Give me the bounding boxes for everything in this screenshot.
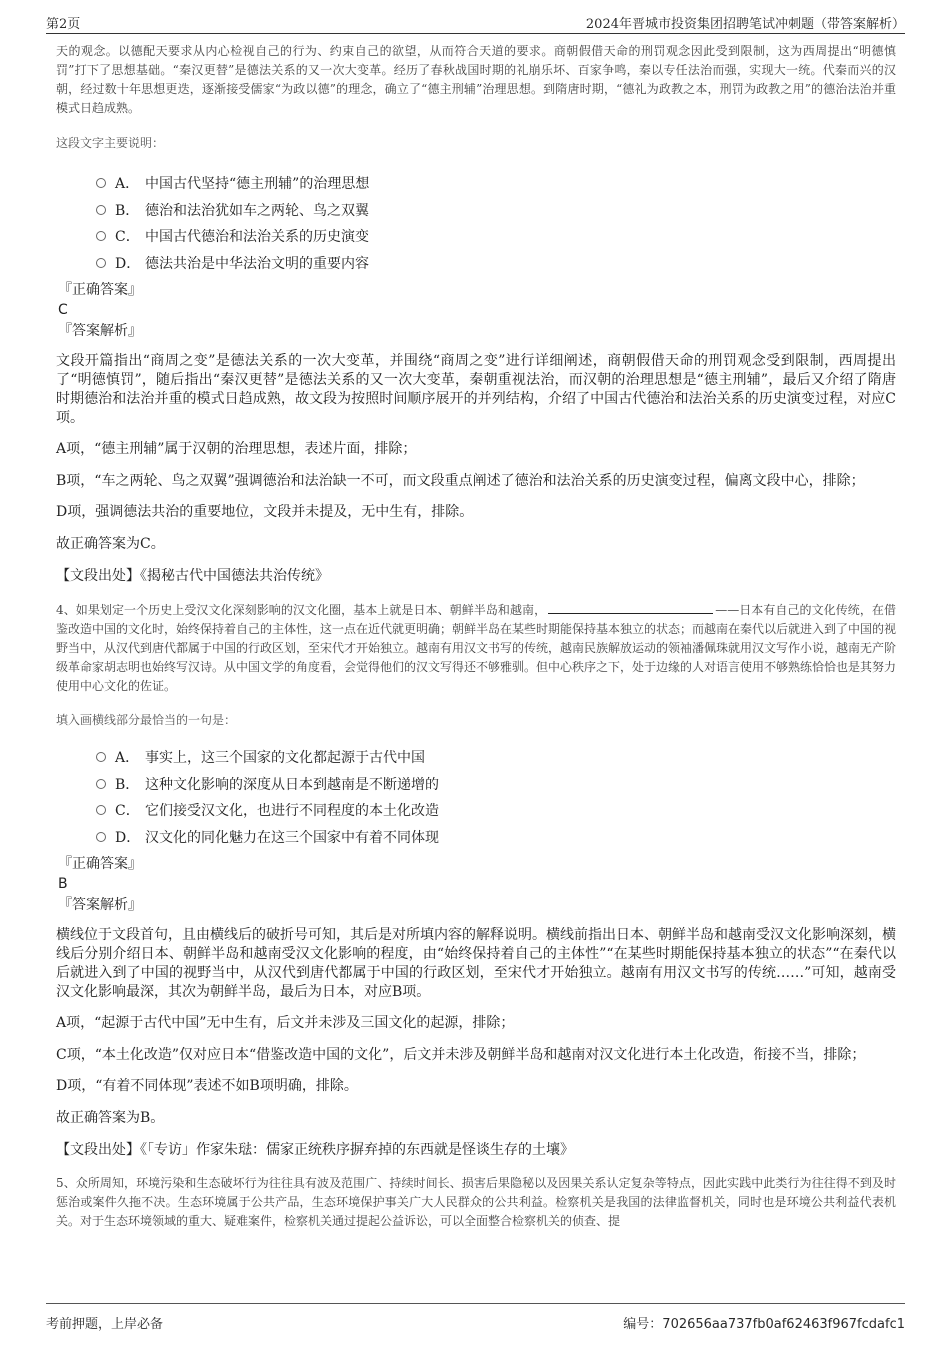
q5-passage: 5、众所周知，环境污染和生态破坏行为往往具有波及范围广、持续时间长、损害后果隐秘以及因果关系认定复杂等特点，因此实践中此类行为往往得不到及时惩治或案件久拖不决。生态环境属于公共产品，生态环境保护事关广大人民群众的公共利益。检察机关是我国的法律监督机关，同时也是环境公共利益代表机关。对于生态环境领域的重大、疑难案件，检察机关通过提起公益诉讼，可以全面整合检察机关的侦查、提 bbox=[56, 1176, 896, 1228]
radio-icon[interactable] bbox=[96, 258, 106, 268]
q3-analysis-b: B项，“车之两轮、鸟之双翼”强调德治和法治缺一不可，而文段重点阐述了德治和法治关系的历史演变过程，偏离文段中心，排除； bbox=[56, 473, 865, 489]
q4-analysis-c: C项，“本土化改造”仅对应日本“借鉴改造中国的文化”，后文并未涉及朝鲜半岛和越南对汉文化进行本土化改造，衔接不当，排除； bbox=[56, 1047, 866, 1063]
radio-icon[interactable] bbox=[96, 832, 106, 842]
q4-question: 填入画横线部分最恰当的一句是： bbox=[56, 713, 237, 727]
q3-answer: C bbox=[58, 302, 68, 318]
q3-source: 【文段出处】《揭秘古代中国德法共治传统》 bbox=[56, 568, 329, 584]
q3-option-b[interactable]: B． 德治和法治犹如车之两轮、鸟之双翼 bbox=[96, 197, 896, 224]
q4-option-c[interactable]: C． 它们接受汉文化，也进行不同程度的本土化改造 bbox=[96, 797, 896, 824]
q4-analysis-label: 『答案解析』 bbox=[58, 897, 142, 913]
header-divider bbox=[46, 33, 905, 34]
q3-question: 这段文字主要说明： bbox=[56, 136, 165, 150]
q4-passage: 4、如果划定一个历史上受汉文化深刻影响的汉文化圈，基本上就是日本、朝鲜半岛和越南， ——日本有自己的文化传统，在借鉴改造中国的文化时，始终保持着自己的主体性，这一点在近代就更明确；朝鲜半岛在某些时期能保持基本独立的状态；而越南在秦代以后就进入到了中国的视野当中，从汉代到唐代都属于中国的行政区划，至宋代才开始独立。越南有用汉文书写的传统，越南民族解放运动的领袖潘佩珠就用汉文写作小说，越南无产阶级革命家胡志明也始终写汉诗。从中国文学的角度看，会觉得他们的汉文写得还不够雅驯。但中心秩序之下，处于边缘的人对语言使用不够熟练恰恰也是其努力使用中心文化的佐证。 bbox=[56, 603, 897, 693]
page-header bbox=[0, 0, 950, 36]
q4-source: 【文段出处】《「专访」作家朱琺：儒家正统秩序摒弃掉的东西就是怪谈生存的土壤》 bbox=[56, 1142, 574, 1158]
q3-analysis-label: 『答案解析』 bbox=[58, 323, 142, 339]
document-title: 2024年晋城市投资集团招聘笔试冲刺题（带答案解析） bbox=[585, 17, 905, 32]
radio-icon[interactable] bbox=[96, 205, 106, 215]
q4-answer-label: 『正确答案』 bbox=[58, 856, 142, 872]
q4-conclusion: 故正确答案为B。 bbox=[56, 1110, 165, 1126]
q3-option-a[interactable]: A． 中国古代坚持“德主刑辅”的治理思想 bbox=[96, 170, 896, 197]
q4-analysis-a: A项，“起源于古代中国”无中生有，后文并未涉及三国文化的起源，排除； bbox=[56, 1015, 515, 1031]
radio-icon[interactable] bbox=[96, 805, 106, 815]
fill-blank[interactable] bbox=[548, 601, 713, 614]
q3-analysis-d: D项，强调德法共治的重要地位，文段并未提及，无中生有，排除。 bbox=[56, 504, 474, 520]
q4-option-b[interactable]: B． 这种文化影响的深度从日本到越南是不断递增的 bbox=[96, 771, 896, 798]
q3-analysis-main: 文段开篇指出“商周之变”是德法关系的一次大变革，并围绕“商周之变”进行详细阐述，商朝假借天命的刑罚观念受到限制，西周提出了“明德慎罚”，随后指出“秦汉更替”是德法关系的又一次大变革，秦朝重视法治，而汉朝的治理思想是“德主刑辅”，最后又介绍了隋唐时期德治和法治并重的模式日趋成熟，故文段为按照时间顺序展开的并列结构，介绍了中国古代德治和法治关系的历史演变过程，对应C项。 bbox=[56, 353, 896, 426]
radio-icon[interactable] bbox=[96, 178, 106, 188]
q3-analysis-a: A项，“德主刑辅”属于汉朝的治理思想，表述片面，排除； bbox=[56, 441, 417, 457]
radio-icon[interactable] bbox=[96, 231, 106, 241]
q3-option-c[interactable]: C． 中国古代德治和法治关系的历史演变 bbox=[96, 223, 896, 250]
q4-analysis-d: D项，“有着不同体现”表述不如B项明确，排除。 bbox=[56, 1078, 358, 1094]
footer-divider bbox=[46, 1303, 905, 1304]
q4-option-d[interactable]: D． 汉文化的同化魅力在这三个国家中有着不同体现 bbox=[96, 824, 896, 851]
page-footer bbox=[46, 1303, 905, 1343]
q4-analysis-main: 横线位于文段首句，且由横线后的破折号可知，其后是对所填内容的解释说明。横线前指出日本、朝鲜半岛和越南受汉文化影响深刻，横线后分别介绍日本、朝鲜半岛和越南受汉文化影响的程度，由“始终保持着自己的主体性”“在某些时期能保持基本独立的状态”“在秦代以后就进入到了中国的视野当中，从汉代到唐代都属于中国的行政区划，至宋代才开始独立。越南有用汉文书写的传统……”可知，越南受汉文化影响最深，其次为朝鲜半岛，最后为日本，对应B项。 bbox=[56, 927, 896, 1000]
footer-slogan: 考前押题，上岸必备 bbox=[46, 1317, 164, 1332]
q3-option-d[interactable]: D． 德法共治是中华法治文明的重要内容 bbox=[96, 250, 896, 277]
q4-options bbox=[96, 744, 896, 850]
page-number: 第2页 bbox=[46, 17, 81, 32]
q4-answer: B bbox=[58, 876, 68, 892]
radio-icon[interactable] bbox=[96, 752, 106, 762]
q4-option-a[interactable]: A． 事实上，这三个国家的文化都起源于古代中国 bbox=[96, 744, 896, 771]
q3-options bbox=[96, 170, 896, 276]
document-code: 编号：702656aa737fb0af62463f967fcdafc1 bbox=[623, 1317, 905, 1332]
q3-passage: 天的观念。以德配天要求从内心检视自己的行为、约束自己的欲望，从而符合天道的要求。商朝假借天命的刑罚观念因此受到限制，这为西周提出“明德慎罚”打下了思想基础。“秦汉更替”是德法关系的又一次大变革。经历了春秋战国时期的礼崩乐坏、百家争鸣，秦以专任法治而强，实现大一统。代秦而兴的汉朝，经过数十年思想更迭，逐渐接受儒家“为政以德”的理念，确立了“德主刑辅”治理思想。到隋唐时期，“德礼为政教之本，刑罚为政教之用”的德治法治并重模式日趋成熟。 bbox=[56, 44, 896, 115]
radio-icon[interactable] bbox=[96, 779, 106, 789]
page-body bbox=[56, 42, 896, 1231]
q3-conclusion: 故正确答案为C。 bbox=[56, 536, 165, 552]
q3-answer-label: 『正确答案』 bbox=[58, 282, 142, 298]
